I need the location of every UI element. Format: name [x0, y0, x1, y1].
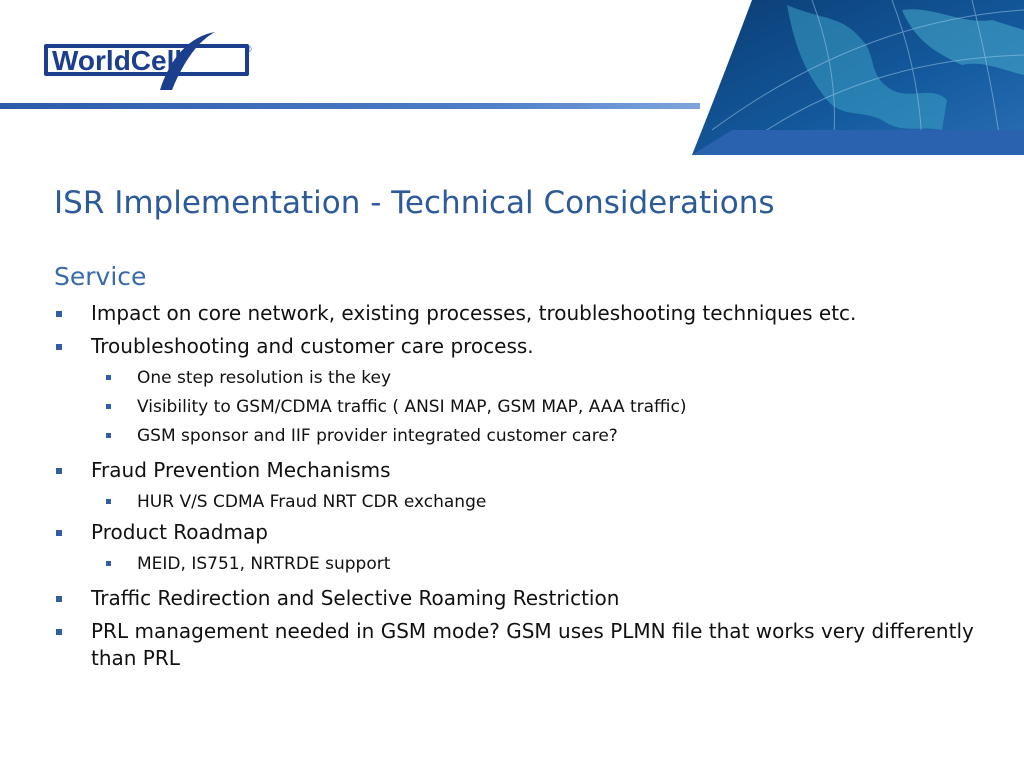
slide-title: ISR Implementation - Technical Considerations [54, 185, 775, 221]
sub-bullet-text: GSM sponsor and IIF provider integrated customer care? [137, 426, 618, 446]
square-bullet-icon [56, 311, 62, 317]
section-heading: Service [54, 262, 147, 291]
sub-bullet-item [54, 552, 994, 576]
logo-text: WorldCell [52, 45, 183, 76]
worldcell-logo [40, 28, 260, 98]
bullet-text: Traffic Redirection and Selective Roaming Restriction [91, 586, 620, 610]
bullet-text: Impact on core network, existing processes, troubleshooting techniques etc. [91, 301, 857, 325]
header-divider-bar [0, 103, 700, 109]
bullet-list [54, 300, 994, 678]
sub-bullet-item [54, 366, 994, 390]
sub-bullet-item [54, 424, 994, 448]
bullet-text: Troubleshooting and customer care process. [91, 334, 534, 358]
square-bullet-icon [56, 530, 62, 536]
square-bullet-icon [56, 468, 62, 474]
square-bullet-icon [56, 629, 62, 635]
bullet-text: PRL management needed in GSM mode? GSM uses PLMN file that works very differently than PRL [91, 619, 974, 670]
sub-bullet-item [54, 490, 994, 514]
bullet-item [54, 519, 994, 546]
square-bullet-icon [106, 433, 111, 438]
square-bullet-icon [106, 404, 111, 409]
square-bullet-icon [56, 596, 62, 602]
sub-bullet-text: Visibility to GSM/CDMA traffic ( ANSI MAP, GSM MAP, AAA traffic) [137, 397, 687, 417]
square-bullet-icon [106, 561, 111, 566]
bullet-item [54, 585, 994, 612]
bullet-item [54, 300, 994, 327]
globe-map-image [692, 0, 1024, 155]
sub-bullet-text: HUR V/S CDMA Fraud NRT CDR exchange [137, 492, 487, 512]
sub-bullet-text: MEID, IS751, NRTRDE support [137, 554, 391, 574]
bullet-item [54, 618, 994, 672]
bullet-text: Product Roadmap [91, 520, 268, 544]
bullet-text: Fraud Prevention Mechanisms [91, 458, 391, 482]
bullet-item [54, 457, 994, 484]
square-bullet-icon [106, 375, 111, 380]
registered-mark: ® [245, 44, 252, 54]
square-bullet-icon [106, 499, 111, 504]
square-bullet-icon [56, 344, 62, 350]
bullet-item [54, 333, 994, 360]
sub-bullet-text: One step resolution is the key [137, 368, 392, 388]
sub-bullet-item [54, 395, 994, 419]
